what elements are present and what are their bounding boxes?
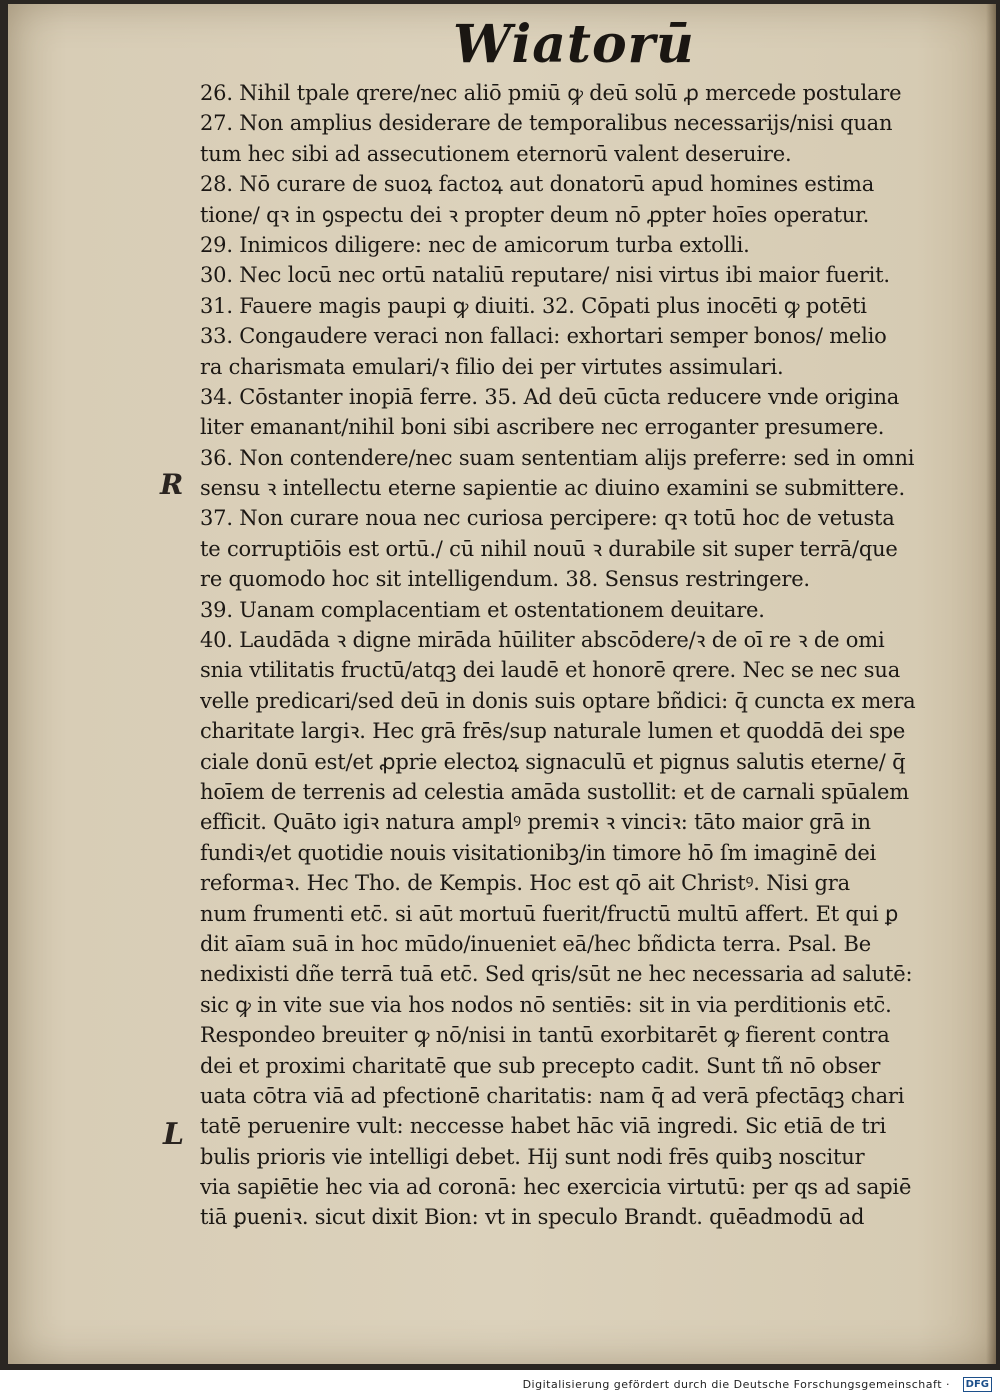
text-line: hoīem de terrenis ad celestia amāda sustollit: et de carnali spūalem <box>200 779 909 804</box>
text-line: 33. Congaudere veraci non fallaci: exhortari semper bonos/ melio <box>200 324 887 349</box>
text-line: tum hec sibi ad assecutionem eternorū valent deseruire. <box>200 141 792 166</box>
text-line: 30. Nec locū nec ortū nataliū reputare/ nisi virtus ibi maior fuerit. <box>200 263 890 288</box>
text-line: tatē peruenire vult: neccesse habet hāc viā ingredi. Sic etiā de tri <box>200 1114 887 1139</box>
text-line: liter emanant/nihil boni sibi ascribere nec erroganter presumere. <box>200 415 885 440</box>
text-line: 36. Non contendere/nec suam sententiam alijs preferre: sed in omni <box>200 445 915 470</box>
text-line: reformaꝛ. Hec Tho. de Kempis. Hoc est qō ait Christꝰ. Nisi gra <box>200 871 850 896</box>
text-line: te corruptiōis est ortū./ cū nihil nouū ꝛ durabile sit super terrā/que <box>200 536 898 561</box>
text-line: efficit. Quāto igiꝛ natura amplꝰ premiꝛ ꝛ vinciꝛ: tāto maior grā in <box>200 810 871 835</box>
text-line: dei et proximi charitatē que sub precepto cadit. Sunt tñ nō obser <box>200 1053 881 1078</box>
text-line: 39. Uanam complacentiam et ostentationem deuitare. <box>200 597 765 622</box>
funding-note: Digitalisierung gefördert durch die Deutsche Forschungsgemeinschaft · <box>522 1378 950 1391</box>
text-line: nedixisti dñe terrā tuā etc̄. Sed qris/sūt ne hec necessaria ad salutē: <box>200 962 913 987</box>
text-line: tiā ꝑueniꝛ. sicut dixit Bion: vt in speculo Brandt. quēadmodū ad <box>200 1205 865 1230</box>
text-line: 28. Nō curare de suoꝝ factoꝝ aut donatorū apud homines estima <box>200 172 875 197</box>
text-line: snia vtilitatis fructū/atqꝫ dei laudē et honorē qrere. Nec se nec sua <box>200 658 901 683</box>
running-head: Wiatorū <box>453 14 695 75</box>
text-line: fundiꝛ/et quotidie nouis visitationibꝫ/in timore hō ſm imaginē dei <box>200 840 877 865</box>
text-line: 31. Fauere magis paupi ꝙ diuiti. 32. Cōpati plus inocēti ꝙ potēti <box>200 293 867 318</box>
text-line: ciale donū est/et ꝓprie electoꝝ signaculū et pignus salutis eterne/ q̄ <box>200 749 906 774</box>
text-line: dit aīam suā in hoc mūdo/inueniet eā/hec bñdicta terra. Psal. Be <box>200 931 871 956</box>
marginal-mark-l: L <box>163 1117 185 1152</box>
text-line: via sapiētie hec via ad coronā: hec exercicia virtutū: per qs ad sapiē <box>200 1175 912 1200</box>
text-line: tione/ qꝛ in ꝯspectu dei ꝛ propter deum nō ꝓpter hoīes operatur. <box>200 202 870 227</box>
footer-bar <box>0 1370 1000 1397</box>
text-block <box>200 78 942 1233</box>
text-line: ra charismata emulari/ꝛ filio dei per virtutes assimulari. <box>200 354 784 379</box>
dfg-logo-icon: DFG <box>963 1377 992 1392</box>
text-line: sic ꝙ in vite sue via hos nodos nō sentiēs: sit in via perditionis etc̄. <box>200 992 892 1017</box>
text-line: charitate largiꝛ. Hec grā frēs/sup naturale lumen et quoddā dei spe <box>200 719 906 744</box>
text-line: 37. Non curare noua nec curiosa percipere: qꝛ totū hoc de vetusta <box>200 506 895 531</box>
text-line: uata cōtra viā ad pfectionē charitatis: nam q̄ ad verā pfectāqꝫ chari <box>200 1083 905 1108</box>
text-line: 26. Nihil tpale qrere/nec aliō pmiū ꝙ deū solū ꝓ mercede postulare <box>200 81 902 105</box>
text-line: 40. Laudāda ꝛ digne mirāda hūiliter abscōdere/ꝛ de oī re ꝛ de omi <box>200 628 885 653</box>
text-line: Respondeo breuiter ꝙ nō/nisi in tantū exorbitarēt ꝙ fierent contra <box>200 1023 890 1048</box>
text-line: 29. Inimicos diligere: nec de amicorum turba extolli. <box>200 232 750 257</box>
text-line: 27. Non amplius desiderare de temporalibus necessarijs/nisi quan <box>200 111 893 136</box>
text-line: 34. Cōstanter inopiā ferre. 35. Ad deū cūcta reducere vnde origina <box>200 384 900 409</box>
text-line: sensu ꝛ intellectu eterne sapientie ac diuino examini se submittere. <box>200 476 905 501</box>
marginal-mark-r: R <box>160 468 184 501</box>
text-line: velle predicari/sed deū in donis suis optare bñdici: q̄ cuncta ex mera <box>200 688 916 713</box>
text-line: num frumenti etc̄. si aūt mortuū fuerit/fructū multū affert. Et qui ꝑ <box>200 901 899 926</box>
text-line: bulis prioris vie intelligi debet. Hij sunt nodi frēs quibꝫ noscitur <box>200 1144 865 1169</box>
text-line: re quomodo hoc sit intelligendum. 38. Sensus restringere. <box>200 567 810 592</box>
